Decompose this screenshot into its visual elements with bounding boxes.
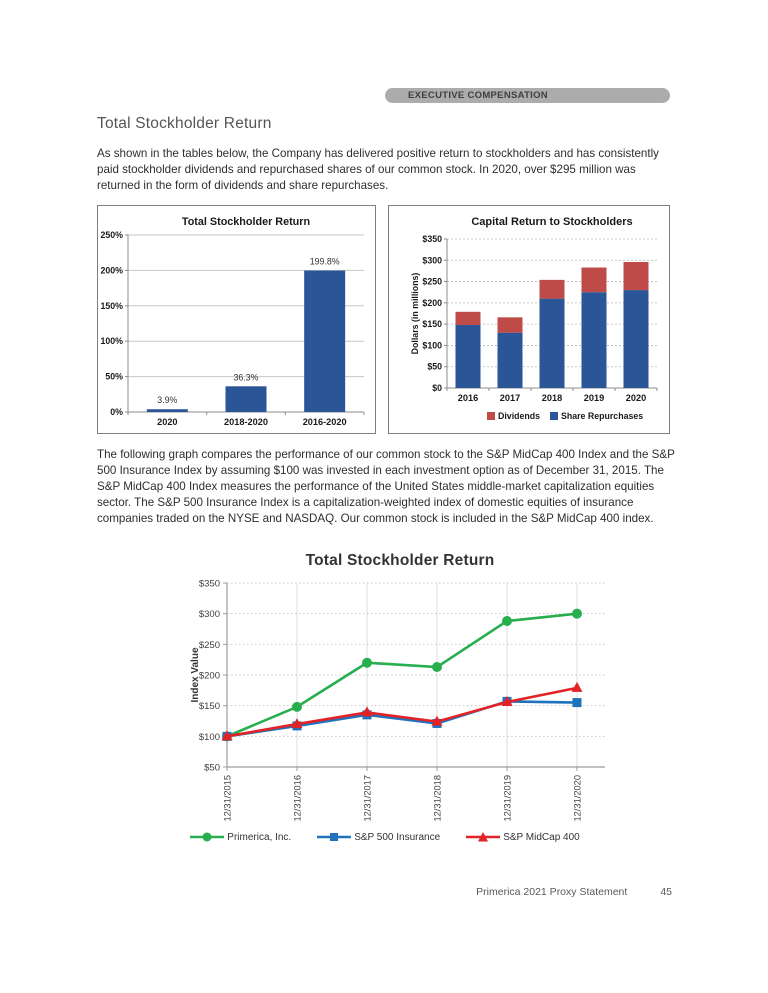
line-chart-title: Total Stockholder Return — [305, 552, 495, 569]
svg-text:150%: 150% — [100, 300, 123, 311]
y-axis-title: Dollars (in millions) — [410, 272, 420, 355]
stack-segment-dividends-2018 — [540, 280, 565, 299]
data-point — [362, 658, 372, 668]
stack-segment-share-repurchases-2018 — [540, 299, 565, 388]
svg-text:$50: $50 — [427, 361, 442, 372]
data-point — [572, 682, 583, 692]
x-axis-label: 12/31/2020 — [572, 775, 583, 822]
legend-label: Dividends — [498, 411, 541, 421]
page-footer — [476, 886, 672, 898]
svg-text:0%: 0% — [110, 407, 123, 417]
x-axis-label: 12/31/2015 — [222, 775, 233, 822]
graph-paragraph: The following graph compares the performance of our common stock to the S&P MidCap 400 Index and the S&P 500 Insurance Index by assuming $100 was invested in each investment option as of December 31, 2015. The S&P MidCap 400 Index measures the performance of the United States middle-market capitalization equities sector. The S&P 500 Insurance Index is a capitalization-weighted index of domestic equities of insurance companies traded on the NYSE and NASDAQ. Our common stock is included in the S&P MidCap 400 index. — [97, 448, 675, 525]
x-axis-label: 2019 — [583, 393, 605, 403]
triangle-legend-marker-icon — [466, 831, 500, 843]
svg-text:$0: $0 — [432, 383, 442, 393]
legend-label: Share Repurchases — [561, 411, 644, 421]
y-axis-title: Index Value — [190, 647, 201, 703]
page-title: Total Stockholder Return — [97, 115, 272, 132]
svg-text:$350: $350 — [422, 234, 442, 244]
legend-label: S&P 500 Insurance — [354, 831, 441, 843]
x-axis-label: 2018-2020 — [224, 417, 268, 427]
x-axis-label: 2018 — [541, 393, 563, 403]
legend-swatch — [550, 412, 558, 420]
square-legend-marker-icon — [317, 831, 351, 843]
x-axis-label: 2016-2020 — [302, 417, 347, 427]
svg-text:$100: $100 — [422, 340, 442, 351]
tsr-line-chart — [185, 575, 625, 830]
x-axis-label: 2020 — [625, 393, 647, 403]
tsr-bar-chart — [98, 206, 375, 433]
stack-segment-share-repurchases-2020 — [624, 290, 649, 388]
data-point — [573, 698, 582, 707]
svg-text:$100: $100 — [198, 731, 220, 743]
x-axis-label: 12/31/2016 — [292, 775, 303, 822]
legend-item — [317, 831, 440, 843]
svg-text:$50: $50 — [204, 762, 220, 774]
footer-text: Primerica 2021 Proxy Statement — [476, 886, 628, 898]
page-number: 45 — [660, 886, 672, 898]
bar-2018-2020 — [226, 386, 267, 412]
stack-segment-dividends-2017 — [498, 317, 523, 332]
bar-value-label: 3.9% — [157, 395, 178, 406]
line-chart-legend — [165, 831, 605, 843]
capital-return-chart-panel — [388, 205, 670, 434]
stack-segment-dividends-2019 — [582, 268, 607, 293]
svg-text:200%: 200% — [100, 265, 123, 276]
svg-text:250%: 250% — [100, 230, 123, 240]
x-axis-label: 12/31/2019 — [502, 775, 513, 822]
legend-swatch — [487, 412, 495, 420]
data-point — [572, 609, 582, 619]
data-point — [292, 702, 302, 712]
data-point — [432, 662, 442, 672]
x-axis-label: 12/31/2018 — [432, 775, 443, 822]
bar-2016-2020 — [304, 271, 345, 412]
svg-text:$250: $250 — [198, 639, 220, 651]
chart-title: Capital Return to Stockholders — [471, 216, 633, 228]
legend-item — [466, 831, 580, 843]
stack-segment-dividends-2016 — [456, 312, 481, 325]
bar-value-label: 199.8% — [309, 256, 340, 267]
svg-text:$150: $150 — [198, 701, 220, 713]
svg-text:50%: 50% — [105, 371, 123, 382]
circle-legend-marker-icon — [190, 831, 224, 843]
bar-2020 — [147, 409, 188, 412]
x-axis-label: 2017 — [499, 393, 521, 403]
x-axis-label: 12/31/2017 — [362, 775, 373, 822]
intro-paragraph: As shown in the tables below, the Company has delivered positive return to stockholders and has consistently paid stockholder dividends and repurchased shares of our common stock. In 2020, over $295 million was returned in the form of dividends and share repurchases. — [97, 147, 659, 192]
section-banner-label: EXECUTIVE COMPENSATION — [408, 90, 548, 101]
series-line-square — [227, 701, 577, 736]
svg-text:$350: $350 — [198, 578, 220, 590]
stack-segment-share-repurchases-2019 — [582, 292, 607, 388]
svg-text:$200: $200 — [422, 297, 442, 308]
x-axis-label: 2016 — [457, 393, 479, 403]
svg-text:$300: $300 — [422, 255, 442, 266]
svg-text:$200: $200 — [198, 670, 220, 682]
data-point — [502, 616, 512, 626]
legend-item — [190, 831, 291, 843]
section-banner — [385, 88, 670, 103]
svg-text:100%: 100% — [100, 336, 123, 347]
legend-label: S&P MidCap 400 — [503, 831, 580, 843]
stack-segment-share-repurchases-2017 — [498, 333, 523, 388]
svg-text:$300: $300 — [198, 609, 220, 621]
svg-text:$150: $150 — [422, 319, 442, 330]
legend-label: Primerica, Inc. — [227, 831, 292, 843]
x-axis-label: 2020 — [157, 417, 178, 427]
stack-segment-share-repurchases-2016 — [456, 325, 481, 388]
capital-return-chart — [389, 206, 669, 433]
chart-title: Total Stockholder Return — [181, 216, 311, 228]
bar-value-label: 36.3% — [233, 372, 259, 383]
tsr-bar-chart-panel — [97, 205, 376, 434]
svg-text:$250: $250 — [422, 276, 442, 287]
stack-segment-dividends-2020 — [624, 262, 649, 290]
